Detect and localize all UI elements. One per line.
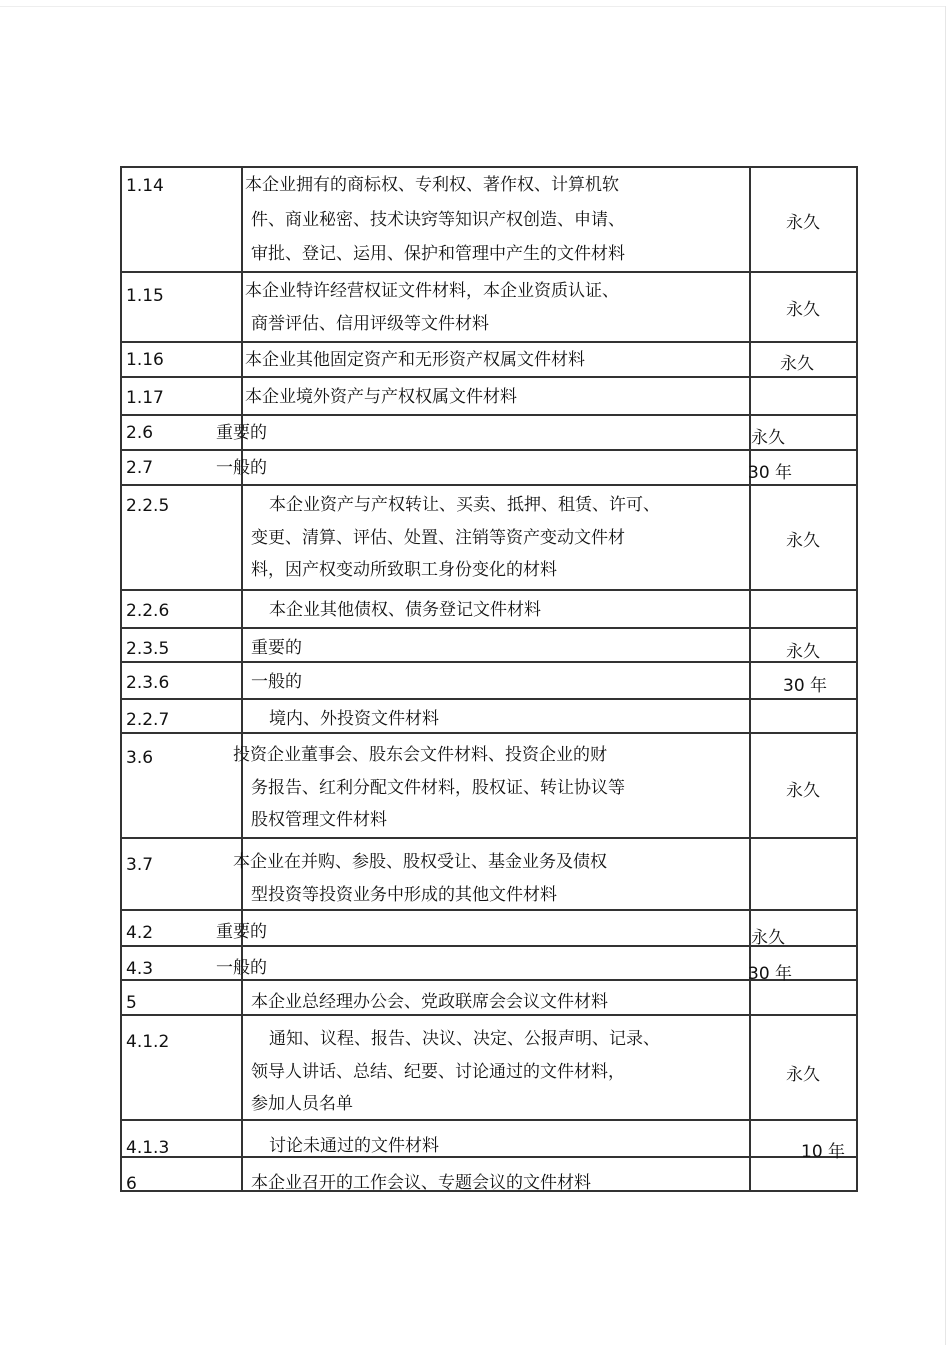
retention-period: 30 年 bbox=[783, 676, 828, 696]
description-line: 本企业其他固定资产和无形资产权属文件材料 bbox=[245, 350, 585, 370]
table-row bbox=[120, 1119, 858, 1162]
item-number: 2.3.6 bbox=[126, 673, 170, 693]
item-number: 5 bbox=[126, 993, 137, 1013]
table-row bbox=[120, 909, 858, 948]
table-row bbox=[120, 376, 858, 414]
retention-period: 永久 bbox=[786, 531, 820, 551]
table-row bbox=[120, 449, 858, 484]
description-line: 本企业召开的工作会议、专题会议的文件材料 bbox=[251, 1173, 591, 1193]
table-row bbox=[120, 837, 858, 909]
item-description bbox=[251, 1022, 660, 1122]
item-number: 4.3 bbox=[126, 959, 154, 979]
retention-period: 永久 bbox=[786, 300, 820, 320]
item-description bbox=[233, 845, 607, 912]
item-number: 2.6 bbox=[126, 423, 154, 443]
item-description bbox=[233, 738, 625, 838]
page-top-edge bbox=[0, 6, 946, 7]
description-line: 参加人员名单 bbox=[251, 1094, 353, 1114]
retention-period: 永久 bbox=[786, 642, 820, 662]
description-line: 本企业总经理办公会、党政联席会会议文件材料 bbox=[251, 992, 608, 1012]
item-number: 3.6 bbox=[126, 748, 154, 768]
item-number: 2.7 bbox=[126, 458, 154, 478]
table-row bbox=[120, 166, 858, 271]
retention-period: 10 年 bbox=[801, 1142, 846, 1162]
description-line: 本企业其他债权、债务登记文件材料 bbox=[269, 600, 541, 620]
retention-period: 30 年 bbox=[748, 964, 793, 984]
description-line: 本企业境外资产与产权权属文件材料 bbox=[245, 387, 517, 407]
table-row bbox=[120, 698, 858, 732]
retention-period: 永久 bbox=[786, 781, 820, 801]
description-line: 商誉评估、信用评级等文件材料 bbox=[251, 313, 489, 334]
description-line: 境内、外投资文件材料 bbox=[269, 709, 439, 729]
item-description bbox=[245, 274, 619, 341]
table-row bbox=[120, 945, 858, 984]
item-number: 2.3.5 bbox=[126, 639, 170, 659]
item-number: 6 bbox=[126, 1174, 137, 1194]
item-number: 2.2.5 bbox=[126, 496, 170, 516]
description-line: 一般的 bbox=[216, 458, 267, 478]
retention-period: 永久 bbox=[780, 354, 814, 374]
item-description bbox=[251, 488, 660, 588]
description-line: 讨论未通过的文件材料 bbox=[269, 1136, 439, 1156]
item-description bbox=[245, 343, 585, 378]
description-line: 件、商业秘密、技术诀窍等知识产权创造、申请、 bbox=[251, 209, 625, 230]
table-row bbox=[120, 1014, 858, 1119]
description-line: 一般的 bbox=[216, 958, 267, 978]
item-number: 1.15 bbox=[126, 286, 164, 306]
table-row bbox=[120, 589, 858, 627]
table-row bbox=[120, 627, 858, 661]
item-description bbox=[245, 380, 517, 415]
item-number: 1.16 bbox=[126, 350, 164, 370]
table-row bbox=[120, 661, 858, 698]
table-row bbox=[120, 414, 858, 449]
item-number: 4.1.3 bbox=[126, 1138, 170, 1158]
description-line: 变更、清算、评估、处置、注销等资产变动文件材 bbox=[251, 527, 625, 548]
retention-period: 永久 bbox=[751, 928, 785, 948]
table-row bbox=[120, 979, 858, 1014]
description-line: 重要的 bbox=[251, 638, 302, 658]
description-line: 本企业在并购、参股、股权受让、基金业务及债权 bbox=[233, 852, 607, 872]
description-line: 一般的 bbox=[251, 672, 302, 692]
table-row bbox=[120, 732, 858, 837]
item-number: 4.2 bbox=[126, 923, 154, 943]
item-number: 2.2.6 bbox=[126, 601, 170, 621]
item-description bbox=[245, 168, 625, 272]
page-right-edge bbox=[945, 6, 946, 1345]
retention-period: 永久 bbox=[786, 1065, 820, 1085]
table-row bbox=[120, 341, 858, 376]
description-line: 本企业特许经营权证文件材料，本企业资质认证、 bbox=[245, 281, 619, 301]
item-description bbox=[251, 1166, 591, 1201]
description-line: 务报告、红利分配文件材料，股权证、转让协议等 bbox=[251, 777, 625, 798]
description-line: 重要的 bbox=[216, 922, 267, 942]
item-description bbox=[251, 665, 302, 700]
description-line: 股权管理文件材料 bbox=[251, 810, 387, 830]
description-line: 审批、登记、运用、保护和管理中产生的文件材料 bbox=[251, 244, 625, 264]
retention-period: 永久 bbox=[751, 428, 785, 448]
table-row bbox=[120, 484, 858, 589]
retention-period: 30 年 bbox=[748, 463, 793, 483]
retention-period-table bbox=[120, 166, 858, 1192]
item-number: 1.17 bbox=[126, 388, 164, 408]
description-line: 本企业资产与产权转让、买卖、抵押、租赁、许可、 bbox=[269, 495, 660, 515]
item-description bbox=[216, 451, 267, 486]
description-line: 料，因产权变动所致职工身份变化的材料 bbox=[251, 560, 557, 580]
description-line: 型投资等投资业务中形成的其他文件材料 bbox=[251, 884, 557, 905]
description-line: 通知、议程、报告、决议、决定、公报声明、记录、 bbox=[269, 1029, 660, 1049]
table-row bbox=[120, 1156, 858, 1194]
item-number: 3.7 bbox=[126, 855, 154, 875]
table-row bbox=[120, 271, 858, 341]
description-line: 本企业拥有的商标权、专利权、著作权、计算机软 bbox=[245, 175, 619, 195]
item-number: 2.2.7 bbox=[126, 710, 170, 730]
item-description bbox=[216, 416, 267, 451]
item-description bbox=[269, 593, 541, 628]
description-line: 投资企业董事会、股东会文件材料、投资企业的财 bbox=[233, 745, 607, 765]
retention-period: 永久 bbox=[786, 213, 820, 233]
description-line: 领导人讲话、总结、纪要、讨论通过的文件材料， bbox=[251, 1061, 625, 1082]
item-number: 1.14 bbox=[126, 176, 164, 196]
description-line: 重要的 bbox=[216, 423, 267, 443]
item-number: 4.1.2 bbox=[126, 1032, 170, 1052]
